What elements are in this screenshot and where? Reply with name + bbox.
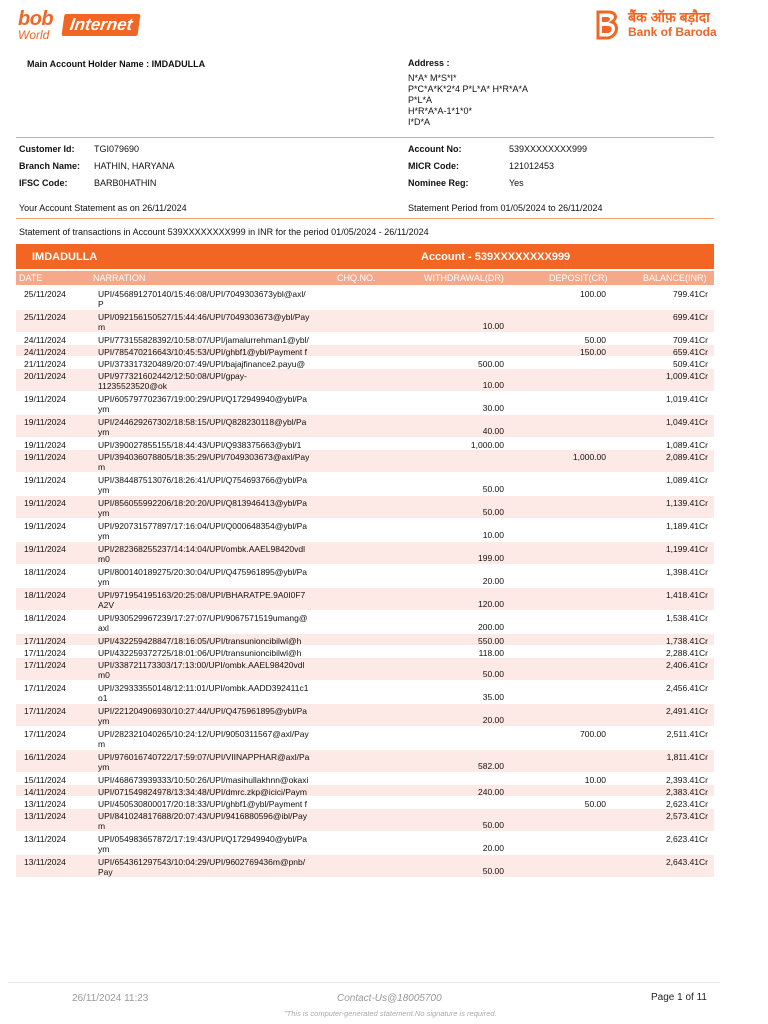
txn-withdrawal: 20.00 — [482, 576, 504, 586]
txn-narration-line: ym — [98, 508, 110, 518]
txn-withdrawal: 20.00 — [482, 715, 504, 725]
txn-deposit: 100.00 — [580, 289, 606, 299]
txn-date: 19/11/2024 — [24, 440, 66, 450]
txn-narration-line: UPI/841024817688/20:07:43/UPI/9416880596@ibl/Pay — [98, 811, 308, 821]
txn-narration-line: UPI/605797702367/19:00:29/UPI/Q172949940@ybl/Pa — [98, 394, 308, 404]
txn-narration-line: m — [98, 739, 106, 749]
txn-narration-line: ym — [98, 762, 110, 772]
txn-narration — [98, 799, 333, 809]
txn-narration — [98, 335, 333, 345]
txn-balance: 2,406.41Cr — [665, 660, 708, 670]
txn-narration-line: UPI/450530800017/20:18:33/UPI/ghbf1@ybl/Payment f — [98, 799, 307, 809]
txn-date: 20/11/2024 — [24, 371, 66, 381]
footer-note: "This is computer-generated statement.No signature is required. — [284, 1009, 497, 1018]
txn-date: 13/11/2024 — [24, 857, 66, 867]
txn-narration — [98, 590, 333, 610]
txn-narration-line: A2V — [98, 600, 115, 610]
txn-narration-line: UPI/800140189275/20:30:04/UPI/Q475961895@ybl/Pa — [98, 567, 308, 577]
txn-deposit: 1,000.00 — [572, 452, 606, 462]
txn-balance: 1,139.41Cr — [665, 498, 708, 508]
txn-narration-line: UPI/329333550148/12:11:01/UPI/ombk.AADD392411c1 — [98, 683, 309, 693]
txn-narration — [98, 857, 333, 877]
txn-narration — [98, 660, 333, 680]
txn-balance: 2,491.41Cr — [665, 706, 708, 716]
txn-narration-line: UPI/384487513076/18:26:41/UPI/Q754693766@ybl/Pa — [98, 475, 308, 485]
txn-deposit: 50.00 — [584, 799, 606, 809]
txn-date: 19/11/2024 — [24, 394, 66, 404]
txn-date: 14/11/2024 — [24, 787, 66, 797]
customer-id-value: TGI079690 — [94, 144, 140, 154]
txn-deposit: 10.00 — [584, 775, 606, 785]
txn-narration-line: UPI/282368255237/14:14:04/UPI/ombk.AAEL98420vdl — [98, 544, 305, 554]
table-row — [16, 611, 714, 634]
customer-id-label: Customer Id: — [19, 144, 75, 154]
table-row — [16, 345, 714, 357]
transactions-note: Statement of transactions in Account 539XXXXXXXX999 in INR for the period 01/05/2024 - 26/11/2024 — [19, 227, 429, 237]
txn-balance: 2,383.41Cr — [665, 787, 708, 797]
col-chq: CHQ.NO. — [337, 273, 376, 283]
txn-date: 17/11/2024 — [24, 636, 66, 646]
txn-narration-line: UPI/244629267302/18:58:15/UPI/Q828230118@ybl/Pa — [98, 417, 307, 427]
txn-narration — [98, 636, 333, 646]
bank-name-english: Bank of Baroda — [628, 25, 717, 39]
txn-narration — [98, 775, 333, 785]
txn-narration-line: UPI/338721173303/17:13:00/UPI/ombk.AAEL98420vdl — [98, 660, 305, 670]
txn-withdrawal: 118.00 — [478, 648, 504, 658]
txn-withdrawal: 30.00 — [482, 403, 504, 413]
txn-balance: 2,089.41Cr — [665, 452, 708, 462]
table-account-title: Account - 539XXXXXXXX999 — [421, 251, 571, 263]
txn-date: 19/11/2024 — [24, 452, 66, 462]
txn-narration-line: UPI/930529967239/17:27:07/UPI/9067571519umang@ — [98, 613, 308, 623]
txn-date: 18/11/2024 — [24, 590, 66, 600]
transactions-table — [16, 287, 714, 878]
txn-balance: 2,643.41Cr — [665, 857, 708, 867]
address-block — [408, 58, 528, 128]
nominee-label: Nominee Reg: — [408, 178, 469, 188]
txn-balance: 2,288.41Cr — [665, 648, 708, 658]
txn-narration-line: UPI/773155828392/10:58:07/UPI/jamalurrehman1@ybl/ — [98, 335, 309, 345]
txn-narration-line: UPI/785470216643/10:45:53/UPI/ghbf1@ybl/Payment f — [98, 347, 307, 357]
txn-narration — [98, 452, 333, 472]
txn-narration-line: UPI/468673939333/10:50:26/UPI/masihullakhnn@okaxi — [98, 775, 309, 785]
txn-withdrawal: 40.00 — [482, 426, 504, 436]
txn-date: 18/11/2024 — [24, 567, 66, 577]
txn-date: 18/11/2024 — [24, 613, 66, 623]
address-line: P*L*A — [408, 95, 433, 105]
txn-narration — [98, 787, 333, 797]
table-row — [16, 310, 714, 333]
txn-narration-line: UPI/654361297543/10:04:29/UPI/9602769436m@pnb/ — [98, 857, 306, 867]
txn-withdrawal: 200.00 — [478, 622, 504, 632]
txn-date: 13/11/2024 — [24, 799, 66, 809]
txn-balance: 2,393.41Cr — [665, 775, 708, 785]
txn-balance: 699.41Cr — [673, 312, 708, 322]
txn-narration-line: UPI/971954195163/20:25:08/UPI/BHARATPE.9A0I0F7 — [98, 590, 306, 600]
txn-narration-line: UPI/976016740722/17:59:07/UPI/VIINAPPHAR@axl/Pa — [98, 752, 310, 762]
statement-period: Statement Period from 01/05/2024 to 26/11/2024 — [408, 203, 603, 213]
txn-narration-line: UPI/092156150527/15:44:46/UPI/7049303673@ybl/Pay — [98, 312, 310, 322]
address-label: Address : — [408, 58, 450, 68]
account-no-label: Account No: — [408, 144, 462, 154]
txn-withdrawal: 500.00 — [478, 359, 504, 369]
txn-narration-line: UPI/282321040265/10:24:12/UPI/9050311567@axl/Pay — [98, 729, 309, 739]
txn-narration-line: o1 — [98, 693, 108, 703]
table-row — [16, 634, 714, 646]
col-date: DATE — [19, 273, 43, 283]
table-row — [16, 392, 714, 415]
col-deposit: DEPOSIT(CR) — [549, 273, 608, 283]
txn-narration — [98, 648, 333, 658]
txn-date: 25/11/2024 — [24, 312, 66, 322]
txn-balance: 2,456.41Cr — [665, 683, 708, 693]
nominee-value: Yes — [509, 178, 524, 188]
txn-narration — [98, 289, 333, 309]
txn-balance: 1,398.41Cr — [665, 567, 708, 577]
txn-narration-line: UPI/920731577897/17:16:04/UPI/Q000648354@ybl/Pa — [98, 521, 308, 531]
txn-narration — [98, 475, 333, 495]
txn-narration-line: UPI/373317320489/20:07:49/UPI/bajajfinance2.payu@ — [98, 359, 306, 369]
table-row — [16, 542, 714, 565]
table-row — [16, 496, 714, 519]
logo-world-text: World — [18, 28, 50, 42]
txn-balance: 659.41Cr — [673, 347, 708, 357]
txn-date: 17/11/2024 — [24, 706, 66, 716]
footer-datetime: 26/11/2024 11:23 — [72, 993, 149, 1004]
txn-balance: 2,573.41Cr — [665, 811, 708, 821]
txn-date: 25/11/2024 — [24, 289, 66, 299]
table-row — [16, 588, 714, 611]
txn-narration-line: P — [98, 299, 104, 309]
txn-narration-line: m — [98, 322, 106, 332]
txn-narration — [98, 613, 333, 633]
txn-narration-line: UPI/977321602442/12:50:08/UPI/gpay- — [98, 371, 247, 381]
table-row — [16, 855, 714, 878]
txn-date: 19/11/2024 — [24, 475, 66, 485]
txn-balance: 1,418.41Cr — [665, 590, 708, 600]
txn-narration — [98, 440, 333, 450]
txn-balance: 1,189.41Cr — [665, 521, 708, 531]
txn-narration — [98, 544, 333, 564]
table-row — [16, 727, 714, 750]
txn-narration-line: UPI/394036078805/18:35:29/UPI/7049303673@axl/Pay — [98, 452, 310, 462]
account-holder-name: Main Account Holder Name : IMDADULLA — [27, 59, 206, 69]
account-title-bar — [16, 244, 714, 269]
txn-narration-line: ym — [98, 485, 110, 495]
table-row — [16, 773, 714, 785]
txn-narration — [98, 834, 333, 854]
table-row — [16, 415, 714, 438]
txn-narration-line: UPI/054983657872/17:19:43/UPI/Q172949940@ybl/Pa — [98, 834, 308, 844]
txn-balance: 1,811.41Cr — [666, 752, 708, 762]
txn-balance: 709.41Cr — [673, 335, 708, 345]
txn-narration — [98, 811, 333, 831]
table-row — [16, 809, 714, 832]
txn-balance: 1,049.41Cr — [665, 417, 708, 427]
txn-narration — [98, 567, 333, 587]
micr-label: MICR Code: — [408, 161, 459, 171]
txn-date: 17/11/2024 — [24, 683, 66, 693]
txn-narration-line: ym — [98, 427, 110, 437]
txn-balance: 2,623.41Cr — [665, 834, 708, 844]
txn-balance: 1,199.41Cr — [665, 544, 708, 554]
txn-balance: 509.41Cr — [673, 359, 708, 369]
table-row — [16, 565, 714, 588]
account-no-row — [408, 144, 587, 154]
txn-withdrawal: 120.00 — [478, 599, 504, 609]
txn-narration — [98, 683, 333, 703]
txn-date: 19/11/2024 — [24, 498, 66, 508]
branch-row — [19, 161, 175, 171]
page-indicator: Page 1 of 11 — [651, 992, 707, 1003]
txn-deposit: 700.00 — [580, 729, 606, 739]
table-row — [16, 287, 714, 310]
micr-value: 121012453 — [509, 161, 555, 171]
txn-balance: 1,538.41Cr — [665, 613, 708, 623]
txn-withdrawal: 240.00 — [478, 787, 504, 797]
txn-deposit: 150.00 — [580, 347, 606, 357]
txn-withdrawal: 10.00 — [482, 321, 504, 331]
column-header-row — [16, 271, 714, 285]
col-balance: BALANCE(INR) — [643, 273, 707, 283]
txn-narration-line: 11235523520@ok — [98, 381, 167, 391]
txn-withdrawal: 1,000.00 — [470, 440, 504, 450]
txn-narration-line: ym — [98, 531, 110, 541]
txn-withdrawal: 50.00 — [482, 820, 504, 830]
table-row — [16, 797, 714, 809]
txn-narration-line: ym — [98, 716, 110, 726]
txn-deposit: 50.00 — [584, 335, 606, 345]
table-row — [16, 438, 714, 450]
txn-narration-line: ym — [98, 577, 110, 587]
txn-date: 13/11/2024 — [24, 834, 66, 844]
logo-internet-text: Internet — [61, 14, 140, 36]
table-row — [16, 785, 714, 797]
txn-narration-line: UPI/221204906930/10:27:44/UPI/Q475961895@ybl/Pa — [98, 706, 308, 716]
micr-row — [408, 161, 554, 171]
table-row — [16, 357, 714, 369]
branch-value: HATHIN, HARYANA — [94, 161, 175, 171]
table-row — [16, 519, 714, 542]
txn-withdrawal: 50.00 — [482, 507, 504, 517]
ifsc-row — [19, 178, 156, 188]
txn-narration — [98, 417, 333, 437]
txn-narration — [98, 752, 333, 772]
txn-date: 16/11/2024 — [24, 752, 66, 762]
divider — [16, 137, 714, 138]
txn-balance: 1,738.41Cr — [665, 636, 708, 646]
txn-balance: 1,089.41Cr — [665, 475, 708, 485]
table-row — [16, 369, 714, 392]
branch-label: Branch Name: — [19, 161, 81, 171]
txn-narration-line: UPI/390027855155/18:44:43/UPI/Q938375663@ybl/1 — [98, 440, 302, 450]
table-holder-name: IMDADULLA — [32, 251, 98, 263]
txn-narration-line: Pay — [98, 867, 113, 877]
txn-narration-line: UPI/432259372725/18:01:06/UPI/transunioncibilwl@h — [98, 648, 302, 658]
footer-contact: Contact-Us@18005700 — [337, 993, 442, 1004]
table-row — [16, 681, 714, 704]
txn-withdrawal: 10.00 — [482, 380, 504, 390]
txn-date: 15/11/2024 — [24, 775, 66, 785]
txn-withdrawal: 50.00 — [482, 669, 504, 679]
txn-balance: 1,009.41Cr — [665, 371, 708, 381]
address-line: I*D*A — [408, 117, 431, 127]
bob-world-internet-logo — [16, 8, 146, 40]
nominee-row — [408, 178, 524, 188]
bank-of-baroda-logo — [594, 8, 724, 42]
txn-balance: 799.41Cr — [673, 289, 708, 299]
divider — [16, 218, 714, 219]
txn-narration-line: m — [98, 462, 106, 472]
txn-withdrawal: 35.00 — [482, 692, 504, 702]
col-narration: NARRATION — [93, 273, 146, 283]
txn-date: 19/11/2024 — [24, 521, 66, 531]
ifsc-value: BARB0HATHIN — [94, 178, 157, 188]
txn-withdrawal: 50.00 — [482, 484, 504, 494]
txn-date: 19/11/2024 — [24, 544, 66, 554]
txn-narration — [98, 312, 333, 332]
txn-narration-line: ym — [98, 844, 110, 854]
txn-narration — [98, 706, 333, 726]
table-row — [16, 658, 714, 681]
ifsc-label: IFSC Code: — [19, 178, 68, 188]
txn-balance: 1,019.41Cr — [665, 394, 708, 404]
txn-withdrawal: 20.00 — [482, 843, 504, 853]
table-row — [16, 333, 714, 345]
customer-id-row — [19, 144, 139, 154]
statement-asof: Your Account Statement as on 26/11/2024 — [19, 203, 187, 213]
txn-date: 13/11/2024 — [24, 811, 66, 821]
txn-narration — [98, 521, 333, 541]
txn-narration-line: UPI/456891270140/15:46:08/UPI/7049303673ybl@axl/ — [98, 289, 306, 299]
txn-withdrawal: 10.00 — [482, 530, 504, 540]
address-line: N*A* M*S*I* — [408, 73, 457, 83]
txn-narration-line: m — [98, 821, 106, 831]
txn-date: 24/11/2024 — [24, 347, 66, 357]
footer-divider — [8, 982, 720, 983]
txn-narration-line: axl — [98, 623, 109, 633]
txn-narration-line: ym — [98, 404, 110, 414]
bank-name-hindi: बैंक ऑफ़ बड़ौदा — [628, 9, 710, 25]
logo-bob-text: bob — [18, 8, 54, 30]
txn-narration-line: UPI/856055992206/18:20:20/UPI/Q813946413@ybl/Pa — [98, 498, 308, 508]
txn-narration — [98, 729, 333, 749]
table-row — [16, 750, 714, 773]
txn-narration — [98, 394, 333, 414]
baroda-sun-icon — [594, 10, 622, 40]
txn-balance: 1,089.41Cr — [665, 440, 708, 450]
txn-date: 24/11/2024 — [24, 335, 66, 345]
txn-withdrawal: 582.00 — [478, 761, 504, 771]
txn-date: 17/11/2024 — [24, 660, 66, 670]
txn-date: 17/11/2024 — [24, 729, 66, 739]
txn-narration — [98, 347, 333, 357]
address-line: H*R*A*A-1*1*0* — [408, 106, 473, 116]
txn-date: 21/11/2024 — [24, 359, 66, 369]
txn-narration-line: m0 — [98, 670, 110, 680]
table-row — [16, 450, 714, 473]
txn-balance: 2,511.41Cr — [666, 729, 708, 739]
table-row — [16, 473, 714, 496]
address-line: P*C*A*K*2*4 P*L*A* H*R*A*A — [408, 84, 529, 94]
txn-narration — [98, 359, 333, 369]
txn-date: 19/11/2024 — [24, 417, 66, 427]
txn-withdrawal: 550.00 — [478, 636, 504, 646]
table-row — [16, 646, 714, 658]
txn-narration-line: m0 — [98, 554, 110, 564]
col-withdrawal: WITHDRAWAL(DR) — [424, 273, 504, 283]
account-no-value: 539XXXXXXXX999 — [509, 144, 588, 154]
txn-narration-line: UPI/071549824978/13:34:48/UPI/dmrc.zkp@icici/Paym — [98, 787, 307, 797]
txn-date: 17/11/2024 — [24, 648, 66, 658]
table-row — [16, 704, 714, 727]
table-row — [16, 832, 714, 855]
txn-withdrawal: 199.00 — [478, 553, 504, 563]
txn-narration — [98, 498, 333, 518]
txn-withdrawal: 50.00 — [482, 866, 504, 876]
txn-narration — [98, 371, 333, 391]
txn-balance: 2,623.41Cr — [665, 799, 708, 809]
txn-narration-line: UPI/432259428847/18:16:05/UPI/transunioncibilwl@h — [98, 636, 302, 646]
